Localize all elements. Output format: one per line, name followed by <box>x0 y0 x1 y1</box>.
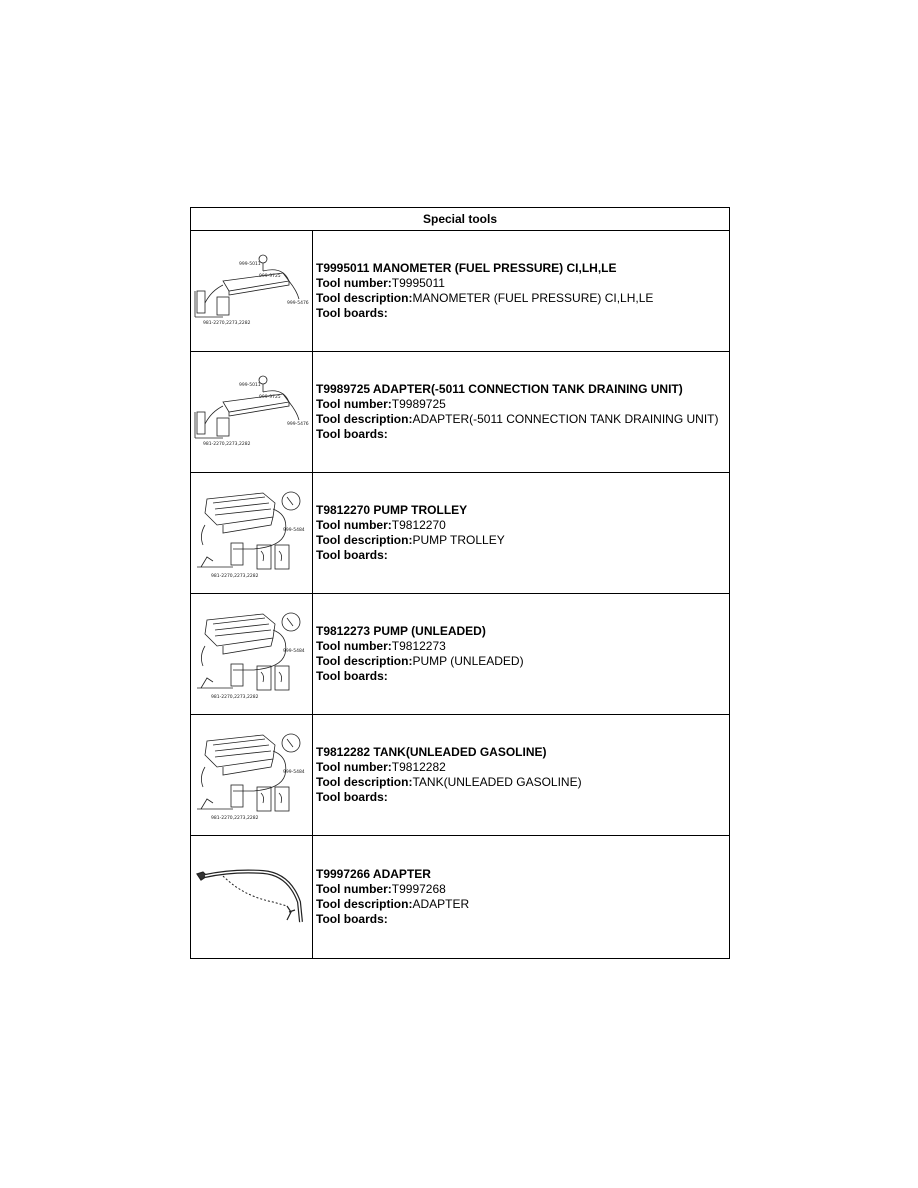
tool-details <box>313 715 729 835</box>
tool-description-label: Tool description: <box>316 654 413 668</box>
tool-details <box>313 836 729 958</box>
tool-description-value: PUMP (UNLEADED) <box>412 654 524 668</box>
tool-title: T9997266 ADAPTER <box>316 867 431 881</box>
diagram-label: 981-2270,2273,2282 <box>210 695 258 700</box>
tool-illustration <box>191 594 313 714</box>
tool-row <box>191 231 729 352</box>
tool-description-label: Tool description: <box>316 533 413 547</box>
tool-illustration <box>191 231 313 351</box>
tool-illustration <box>191 715 313 835</box>
diagram-label: 999-9725 <box>258 274 281 279</box>
tool-number-value: T9812270 <box>391 518 446 532</box>
tool-number-label: Tool number: <box>316 276 392 290</box>
diagram-label: 999-5484 <box>282 770 305 775</box>
tool-row <box>191 715 729 836</box>
diagram-label: 981-2270,2273,2282 <box>210 816 258 821</box>
tool-description-value: ADAPTER <box>412 897 470 911</box>
tool-row <box>191 836 729 958</box>
engine-pump-trolley-diagram <box>193 485 311 581</box>
tool-boards-label: Tool boards: <box>316 427 388 441</box>
adapter-hose-diagram <box>193 862 311 932</box>
tool-description-value: TANK(UNLEADED GASOLINE) <box>412 775 582 789</box>
tool-number-label: Tool number: <box>316 397 392 411</box>
tool-illustration <box>191 473 313 593</box>
diagram-label: 999-5476 <box>286 301 309 306</box>
tool-illustration <box>191 836 313 958</box>
special-tools-table <box>190 207 730 959</box>
tool-details <box>313 594 729 714</box>
fuel-pressure-manometer-diagram <box>193 372 311 452</box>
engine-pump-trolley-diagram <box>193 727 311 823</box>
fuel-pressure-manometer-diagram <box>193 251 311 331</box>
diagram-label: 999-5476 <box>286 422 309 427</box>
tool-title: T9812270 PUMP TROLLEY <box>316 503 468 517</box>
tool-description-label: Tool description: <box>316 775 413 789</box>
tool-details <box>313 231 729 351</box>
tool-boards-label: Tool boards: <box>316 669 388 683</box>
diagram-label: 981-2270,2273,2282 <box>202 442 250 447</box>
tool-description-value: ADAPTER(-5011 CONNECTION TANK DRAINING UNIT) <box>412 412 719 426</box>
tool-title: T9812282 TANK(UNLEADED GASOLINE) <box>316 745 547 759</box>
tool-title: T9989725 ADAPTER(-5011 CONNECTION TANK DRAINING UNIT) <box>316 382 683 396</box>
tool-boards-label: Tool boards: <box>316 912 388 926</box>
tool-number-label: Tool number: <box>316 518 392 532</box>
tool-number-value: T9812273 <box>391 639 446 653</box>
tool-number-value: T9989725 <box>391 397 446 411</box>
tool-number-value: T9997268 <box>391 882 446 896</box>
tool-row <box>191 352 729 473</box>
tool-boards-label: Tool boards: <box>316 548 388 562</box>
tool-number-value: T9812282 <box>391 760 446 774</box>
engine-pump-trolley-diagram <box>193 606 311 702</box>
tool-description-label: Tool description: <box>316 897 413 911</box>
diagram-label: 999-5484 <box>282 649 305 654</box>
tool-number-label: Tool number: <box>316 639 392 653</box>
tool-details <box>313 473 729 593</box>
table-header: Special tools <box>191 208 729 231</box>
tool-title: T9812273 PUMP (UNLEADED) <box>316 624 486 638</box>
tool-row <box>191 473 729 594</box>
tool-details <box>313 352 729 472</box>
tool-number-label: Tool number: <box>316 760 392 774</box>
tool-boards-label: Tool boards: <box>316 306 388 320</box>
tool-description-label: Tool description: <box>316 412 413 426</box>
tool-description-value: PUMP TROLLEY <box>412 533 505 547</box>
tool-boards-label: Tool boards: <box>316 790 388 804</box>
diagram-label: 981-2270,2273,2282 <box>202 321 250 326</box>
diagram-label: 999-5011 <box>238 383 261 388</box>
tool-number-label: Tool number: <box>316 882 392 896</box>
tool-row <box>191 594 729 715</box>
diagram-label: 999-9725 <box>258 395 281 400</box>
tool-illustration <box>191 352 313 472</box>
diagram-label: 999-5011 <box>238 262 261 267</box>
tool-number-value: T9995011 <box>391 276 445 290</box>
tool-description-value: MANOMETER (FUEL PRESSURE) CI,LH,LE <box>412 291 654 305</box>
diagram-label: 981-2270,2273,2282 <box>210 574 258 579</box>
tool-description-label: Tool description: <box>316 291 413 305</box>
tool-title: T9995011 MANOMETER (FUEL PRESSURE) CI,LH,LE <box>316 261 617 275</box>
diagram-label: 999-5484 <box>282 528 305 533</box>
